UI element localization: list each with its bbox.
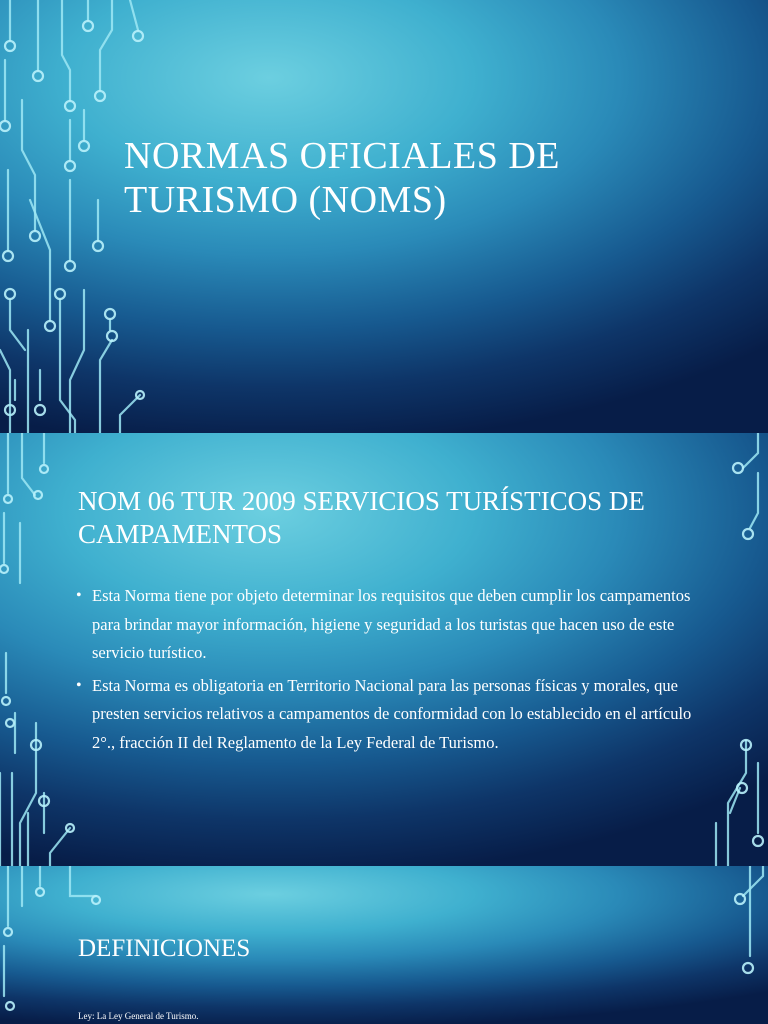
bullet-list [76, 582, 696, 761]
bullet-text: Esta Norma tiene por objeto determinar los requisitos que deben cumplir los campamentos para brindar mayor información, higiene y seguridad a los turistas que hacen uso de este servicio turístico. [92, 586, 691, 662]
list-item [76, 582, 696, 668]
list-item [76, 672, 696, 758]
circuit-pattern-right [708, 866, 768, 1024]
definition-text: Ley: La Ley General de Turismo. [78, 1011, 199, 1021]
slide-definiciones [0, 866, 768, 1024]
slide-campamentos [0, 433, 768, 866]
slide-title-heading: NORMAS OFICIALES DE TURISMO (NOMS) [124, 135, 560, 221]
bullet-text: Esta Norma es obligatoria en Territorio Nacional para las personas físicas y morales, que presten servicios relativos a campamentos de conformidad con lo establecido en el artículo 2°., fracción II del Reglamento de la Ley Federal de Turismo. [92, 675, 692, 752]
slide-heading: DEFINICIONES [78, 935, 251, 962]
bullet-marker: • [76, 587, 82, 604]
bullet-marker: • [76, 676, 82, 694]
slide-heading: NOM 06 TUR 2009 SERVICIOS TURÍSTICOS DE CAMPAMENTOS [78, 486, 645, 549]
slide-title [0, 0, 768, 433]
